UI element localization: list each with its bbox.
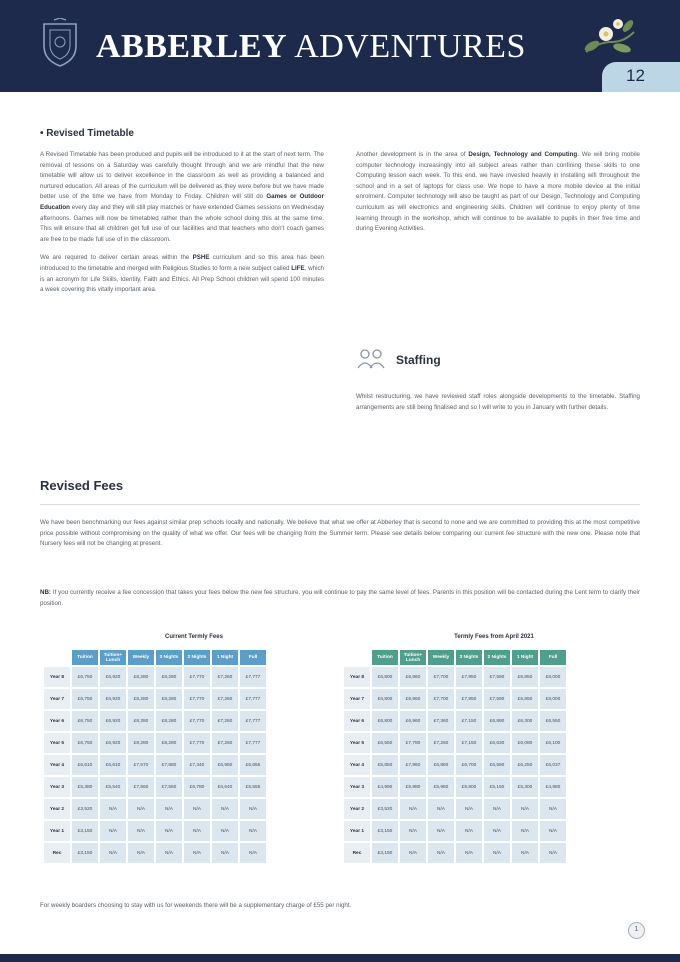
fee-cell: N/A <box>428 821 454 841</box>
fee-cell: N/A <box>428 799 454 819</box>
brand-bold: ABBERLEY <box>96 28 288 65</box>
table-row <box>344 777 566 797</box>
table-row <box>44 689 266 709</box>
fee-cell: N/A <box>184 843 210 863</box>
fee-cell: £3,520 <box>372 799 398 819</box>
table-row <box>44 799 266 819</box>
fee-cell: £6,750 <box>72 667 98 687</box>
fee-cell: £8,280 <box>128 733 154 753</box>
fee-cell: N/A <box>100 799 126 819</box>
fee-cell: N/A <box>156 843 182 863</box>
fee-cell: £7,950 <box>456 667 482 687</box>
timetable-paragraph <box>356 150 640 235</box>
fee-cell: N/A <box>100 821 126 841</box>
fee-cell: £7,960 <box>400 755 426 775</box>
timetable-paragraph <box>40 253 324 295</box>
fee-cell: £6,920 <box>100 711 126 731</box>
fee-cell: £7,780 <box>400 733 426 753</box>
text-run: . We will bring mobile computer technology increasingly into all subject areas rather than confining these skills to one Computing lesson each week. To this end, we have invested heavily in installing wifi throughout the school and in a set of laptops for class use. We hope to have a more mobile device at the initial enrolment. Computer technology will also be taught as part of our Design, Technology and Computing curriculum as will electronics and engineering skills. Children will continue to enjoy plenty of time learning through in the workshop, which will continue to be available to pupils in their free time and during Evening Activities. <box>356 151 641 233</box>
table-row <box>344 667 566 687</box>
fee-cell: N/A <box>540 843 566 863</box>
fee-cell: £8,280 <box>156 667 182 687</box>
column-header: 1 Night <box>512 650 538 665</box>
fee-cell: £8,000 <box>540 689 566 709</box>
fee-cell: £5,800 <box>456 777 482 797</box>
table-row <box>44 821 266 841</box>
fee-cell: £8,280 <box>128 711 154 731</box>
row-label: Year 3 <box>344 777 370 797</box>
people-icon <box>356 346 386 372</box>
fee-cell: N/A <box>212 843 238 863</box>
fee-cell: £4,980 <box>540 777 566 797</box>
fee-cell: £5,380 <box>72 777 98 797</box>
fee-cell: £6,750 <box>72 689 98 709</box>
fee-cell: N/A <box>156 799 182 819</box>
table-row <box>44 711 266 731</box>
fee-cell: £3,150 <box>372 843 398 863</box>
fee-cell: £7,360 <box>428 711 454 731</box>
fee-cell: £8,000 <box>540 667 566 687</box>
fee-cell: £7,770 <box>184 711 210 731</box>
fee-cell: N/A <box>400 799 426 819</box>
fee-cell: £6,800 <box>372 711 398 731</box>
text-run: We are required to deliver certain areas within the <box>40 254 193 262</box>
text-run: , which is an acronym for Life Skills, Identity, Faith and Ethics. All Prep School children will spend 100 minutes a week covering this vitally important area. <box>40 264 324 294</box>
note-label: NB: <box>40 589 51 596</box>
fee-cell: N/A <box>428 843 454 863</box>
fee-cell: £6,780 <box>184 777 210 797</box>
table-corner <box>344 650 370 665</box>
timetable-paragraph <box>40 150 324 245</box>
fee-cell: £3,150 <box>72 821 98 841</box>
timetable-title: • Revised Timetable <box>40 128 134 139</box>
fee-cell: £6,250 <box>512 755 538 775</box>
fee-cell: N/A <box>484 821 510 841</box>
fee-cell: N/A <box>240 821 266 841</box>
footer-bar <box>0 954 680 962</box>
fee-cell: £7,260 <box>212 689 238 709</box>
fee-cell: £5,300 <box>512 777 538 797</box>
fee-cell: N/A <box>512 799 538 819</box>
text-bold: Design, Technology and Computing <box>468 151 578 158</box>
text-bold: PSHE <box>192 254 210 262</box>
table-row <box>344 733 566 753</box>
fee-cell: N/A <box>456 799 482 819</box>
fee-cell: N/A <box>484 843 510 863</box>
column-header: Tuition <box>72 650 98 665</box>
table-corner <box>44 650 70 665</box>
column-header: Tuition <box>372 650 398 665</box>
page-header <box>0 0 680 92</box>
table-row <box>44 777 266 797</box>
fee-cell: £6,800 <box>372 667 398 687</box>
fee-cell: £8,280 <box>128 689 154 709</box>
page-number: 12 <box>626 66 645 85</box>
fee-cell: £6,100 <box>540 733 566 753</box>
table-row <box>344 689 566 709</box>
fee-cell: £7,260 <box>212 667 238 687</box>
column-header: 2 Nights <box>484 650 510 665</box>
fee-cell: N/A <box>540 821 566 841</box>
fee-cell: £7,880 <box>156 755 182 775</box>
table-row <box>344 799 566 819</box>
fee-cell: N/A <box>100 843 126 863</box>
fee-cell: £7,590 <box>484 689 510 709</box>
fee-cell: N/A <box>240 843 266 863</box>
column-header: Tuition+ Lunch <box>100 650 126 665</box>
fees-footnote: For weekly boarders choosing to stay with us for weekends there will be a supplementary charge of £55 per night. <box>40 902 352 909</box>
current-fees-table <box>42 648 268 865</box>
fee-cell: £6,960 <box>400 667 426 687</box>
row-label: Year 7 <box>344 689 370 709</box>
row-label: Year 8 <box>344 667 370 687</box>
flower-icon <box>578 12 638 64</box>
column-header: 3 Nights <box>456 650 482 665</box>
fee-cell: £7,950 <box>456 689 482 709</box>
row-label: Year 8 <box>44 667 70 687</box>
row-label: Rec <box>344 843 370 863</box>
fee-cell: N/A <box>512 843 538 863</box>
fee-cell: £6,850 <box>512 667 538 687</box>
fee-cell: £6,750 <box>72 711 98 731</box>
fee-cell: £8,280 <box>128 667 154 687</box>
column-header: Full <box>540 650 566 665</box>
fee-cell: N/A <box>540 799 566 819</box>
fee-cell: £7,260 <box>212 733 238 753</box>
fee-cell: £7,340 <box>184 755 210 775</box>
column-header: Full <box>240 650 266 665</box>
table-row <box>44 733 266 753</box>
table-row <box>344 755 566 775</box>
fee-cell: £6,640 <box>212 777 238 797</box>
fee-cell: £6,550 <box>372 733 398 753</box>
fee-cell: £7,260 <box>212 711 238 731</box>
fee-cell: N/A <box>512 821 538 841</box>
table-row <box>344 711 566 731</box>
staffing-title: Staffing <box>396 353 441 367</box>
fee-cell: £6,960 <box>400 689 426 709</box>
fee-cell: £6,610 <box>100 755 126 775</box>
fee-cell: N/A <box>184 799 210 819</box>
fee-cell: N/A <box>212 799 238 819</box>
fee-cell: £6,950 <box>212 755 238 775</box>
fee-cell: £6,630 <box>484 733 510 753</box>
fee-cell: £6,590 <box>484 755 510 775</box>
row-label: Year 2 <box>344 799 370 819</box>
fee-cell: £6,860 <box>428 755 454 775</box>
fee-cell: £5,555 <box>240 777 266 797</box>
fee-cell: N/A <box>240 799 266 819</box>
row-label: Year 5 <box>44 733 70 753</box>
fee-cell: £7,570 <box>128 755 154 775</box>
table-row <box>44 755 266 775</box>
page-marker <box>628 922 645 939</box>
fee-cell: N/A <box>184 821 210 841</box>
row-label: Year 1 <box>44 821 70 841</box>
row-label: Year 7 <box>44 689 70 709</box>
page-marker-label: 1 <box>634 926 639 933</box>
fee-cell: N/A <box>156 821 182 841</box>
fee-cell: £6,655 <box>240 755 266 775</box>
fee-cell: £6,300 <box>512 711 538 731</box>
text-run: every day and they will still play matches or have extended Games sessions on Wednesday afternoons. Games will now be timetabled rather than the whole school doing this at the same time. This will ensure that all children get full use of our facilities and that teachers who don't coach games are free to be made full use of in the classroom. <box>40 203 324 243</box>
text-bold: LIFE <box>291 264 305 272</box>
fee-cell: N/A <box>212 821 238 841</box>
text-run: curriculum and so this area has been introduced to the timetable and merged with Religious Studies to form a new subject called <box>40 254 324 272</box>
fee-cell: £6,750 <box>72 733 98 753</box>
column-header: 1 Night <box>212 650 238 665</box>
row-label: Year 2 <box>44 799 70 819</box>
brand-title <box>96 28 526 66</box>
fee-cell: £6,080 <box>512 733 538 753</box>
fees-note <box>40 588 640 609</box>
row-label: Year 4 <box>44 755 70 775</box>
row-label: Rec <box>44 843 70 863</box>
table-row <box>44 843 266 863</box>
table-row <box>344 843 566 863</box>
fee-cell: £3,150 <box>372 821 398 841</box>
fee-cell: £7,700 <box>428 689 454 709</box>
fee-cell: £7,770 <box>184 733 210 753</box>
brand-light: ADVENTURES <box>294 28 526 65</box>
fee-cell: £6,037 <box>540 755 566 775</box>
table-row <box>344 821 566 841</box>
fees-title: Revised Fees <box>40 478 124 493</box>
fee-cell: N/A <box>128 821 154 841</box>
fee-cell: £7,777 <box>240 689 266 709</box>
column-header: 2 Nights <box>184 650 210 665</box>
fee-cell: £6,960 <box>400 711 426 731</box>
fee-cell: N/A <box>400 843 426 863</box>
fee-cell: £7,150 <box>456 733 482 753</box>
row-label: Year 4 <box>344 755 370 775</box>
fee-cell: £6,800 <box>372 689 398 709</box>
row-label: Year 6 <box>44 711 70 731</box>
fee-cell: £6,610 <box>72 755 98 775</box>
section-divider <box>40 504 640 505</box>
fee-cell: £5,540 <box>100 777 126 797</box>
fee-cell: £7,770 <box>184 689 210 709</box>
april-fees-title: Termly Fees from April 2021 <box>454 634 534 640</box>
fee-cell: £6,700 <box>456 755 482 775</box>
fee-cell: £6,850 <box>512 689 538 709</box>
timetable-left-column <box>40 150 324 304</box>
fee-cell: N/A <box>456 821 482 841</box>
fee-cell: £7,260 <box>428 733 454 753</box>
row-label: Year 5 <box>344 733 370 753</box>
fee-cell: £6,920 <box>100 689 126 709</box>
staffing-body: Whilst restructuring, we have reviewed staff roles alongside developments to the timetable. Staffing arrangements are still being finalised and so I will write to you in January with further details. <box>356 393 640 411</box>
fee-cell: £5,150 <box>484 777 510 797</box>
column-header: Weekly <box>128 650 154 665</box>
fee-cell: £6,920 <box>100 667 126 687</box>
row-label: Year 6 <box>344 711 370 731</box>
note-text: If you currently receive a fee concession that takes your fees below the new fee structure, you will continue to pay the same level of fees. Parents in this position will be contacted during the Lent term to clarify their position. <box>40 589 640 607</box>
row-label: Year 1 <box>344 821 370 841</box>
text-run: A Revised Timetable has been produced and pupils will be introduced to it at the start of next term. The removal of lessons on a Saturday was carefully thought through and we are mindful that the new timetable will allow us to deliver excellence in the classroom as well as providing a balanced and nurtured education. All areas of the curriculum will be delivered as they were before but we have made better use of the time we have from Monday to Friday. Children will still do <box>40 151 324 201</box>
crest-icon <box>40 18 80 68</box>
row-label: Year 3 <box>44 777 70 797</box>
fee-cell: £6,550 <box>540 711 566 731</box>
fee-cell: £7,777 <box>240 667 266 687</box>
fee-cell: £5,980 <box>400 777 426 797</box>
fee-cell: £7,777 <box>240 711 266 731</box>
fee-cell: £7,560 <box>128 777 154 797</box>
fee-cell: £7,777 <box>240 733 266 753</box>
column-header: Tuition+ Lunch <box>400 650 426 665</box>
fee-cell: £7,560 <box>156 777 182 797</box>
fee-cell: £4,990 <box>372 777 398 797</box>
fee-cell: N/A <box>484 799 510 819</box>
fee-cell: £6,920 <box>100 733 126 753</box>
fee-cell: N/A <box>128 843 154 863</box>
column-header: Weekly <box>428 650 454 665</box>
fee-cell: £7,150 <box>456 711 482 731</box>
table-row <box>44 667 266 687</box>
fees-paragraph: We have been benchmarking our fees against similar prep schools locally and nationally. We believe that what we offer at Abberley that is second to none and we are committed to providing this at the most competitive price possible without compromising on the quality of what we offer. Our fees will be changing from the Summer term. Please see details below comparing our current fee structure with the new one. Please note that Nursery fees will not be changing at present. <box>40 519 640 548</box>
timetable-right-column <box>356 150 640 243</box>
fee-cell: £3,150 <box>72 843 98 863</box>
fee-cell: £7,770 <box>184 667 210 687</box>
fee-cell: £7,590 <box>484 667 510 687</box>
fee-cell: £3,520 <box>72 799 98 819</box>
fee-cell: £5,850 <box>372 755 398 775</box>
fee-cell: £8,280 <box>156 733 182 753</box>
fee-cell: £8,280 <box>156 711 182 731</box>
current-fees-title: Current Termly Fees <box>165 634 223 640</box>
fee-cell: N/A <box>456 843 482 863</box>
fee-cell: N/A <box>128 799 154 819</box>
text-run: Another development is in the area of <box>356 151 469 158</box>
fee-cell: N/A <box>400 821 426 841</box>
fee-cell: £8,280 <box>156 689 182 709</box>
column-header: 3 Nights <box>156 650 182 665</box>
fee-cell: £6,890 <box>484 711 510 731</box>
fee-cell: £5,960 <box>428 777 454 797</box>
text-bold: Games or Outdoor Education <box>40 193 324 211</box>
fee-cell: £7,700 <box>428 667 454 687</box>
april-fees-table <box>342 648 568 865</box>
